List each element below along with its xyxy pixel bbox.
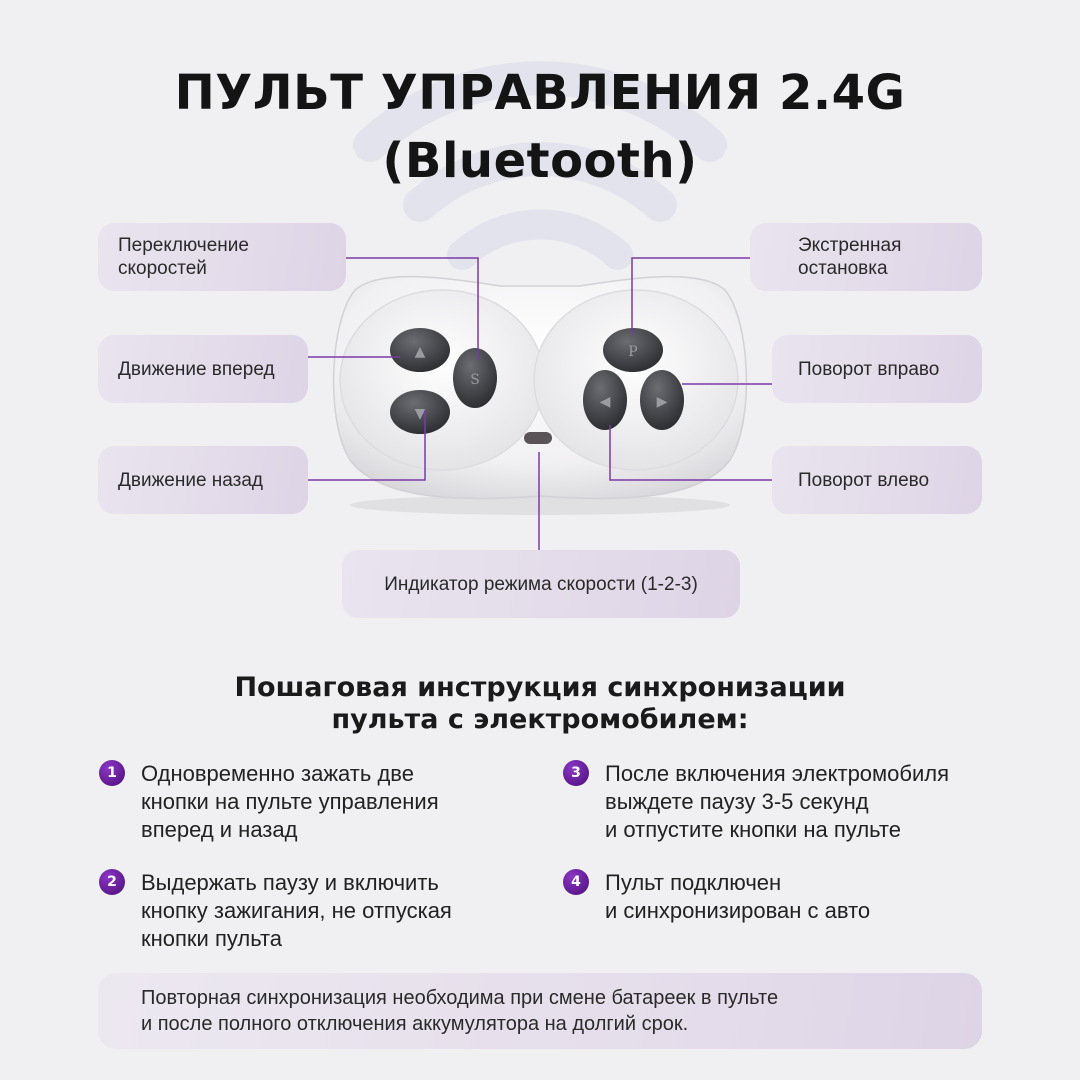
svg-text:▶: ▶ [656, 394, 668, 410]
instructions-heading: Пошаговая инструкция синхронизации [234, 672, 846, 703]
svg-text:▼: ▼ [414, 406, 426, 422]
page-title-sub: (Bluetooth) [382, 133, 698, 189]
step-number-badge: 3 [563, 760, 589, 786]
svg-text:S: S [470, 372, 480, 388]
stop-button [603, 328, 663, 372]
speed-button [453, 348, 497, 408]
step-item: 4 Пульт подключен и синхронизирован с авто [605, 869, 1025, 925]
svg-text:▲: ▲ [414, 344, 426, 360]
instructions-heading-line2: пульта с электромобилем: [331, 704, 749, 735]
label-turn-right: Поворот вправо [772, 335, 982, 403]
step-number-badge: 1 [99, 760, 125, 786]
step-number-badge: 4 [563, 869, 589, 895]
speed-led-indicator [524, 432, 552, 444]
forward-button [390, 328, 450, 372]
svg-text:◀: ◀ [599, 394, 611, 410]
label-speed-switch: Переключение скоростей [98, 223, 346, 291]
turn-left-button [583, 370, 627, 430]
label-forward: Движение вперед [98, 335, 308, 403]
label-turn-left: Поворот влево [772, 446, 982, 514]
step-item: 2 Выдержать паузу и включить кнопку зажигания, не отпуская кнопки пульта [141, 869, 521, 953]
remote-controller [300, 250, 780, 520]
resync-note: Повторная синхронизация необходима при смене батареек в пульте и после полного отключения аккумулятора на долгий срок. [98, 973, 982, 1049]
label-speed-indicator: Индикатор режима скорости (1-2-3) [342, 550, 740, 618]
step-item: 1 Одновременно зажать две кнопки на пульте управления вперед и назад [141, 760, 521, 844]
label-backward: Движение назад [98, 446, 308, 514]
step-item: 3 После включения электромобиля выждете паузу 3-5 секунд и отпустите кнопки на пульте [605, 760, 1025, 844]
back-button [390, 390, 450, 434]
svg-text:P: P [628, 344, 638, 360]
page-title: ПУЛЬТ УПРАВЛЕНИЯ 2.4G [174, 65, 906, 121]
step-number-badge: 2 [99, 869, 125, 895]
label-emergency-stop: Экстренная остановка [750, 223, 982, 291]
turn-right-button [640, 370, 684, 430]
